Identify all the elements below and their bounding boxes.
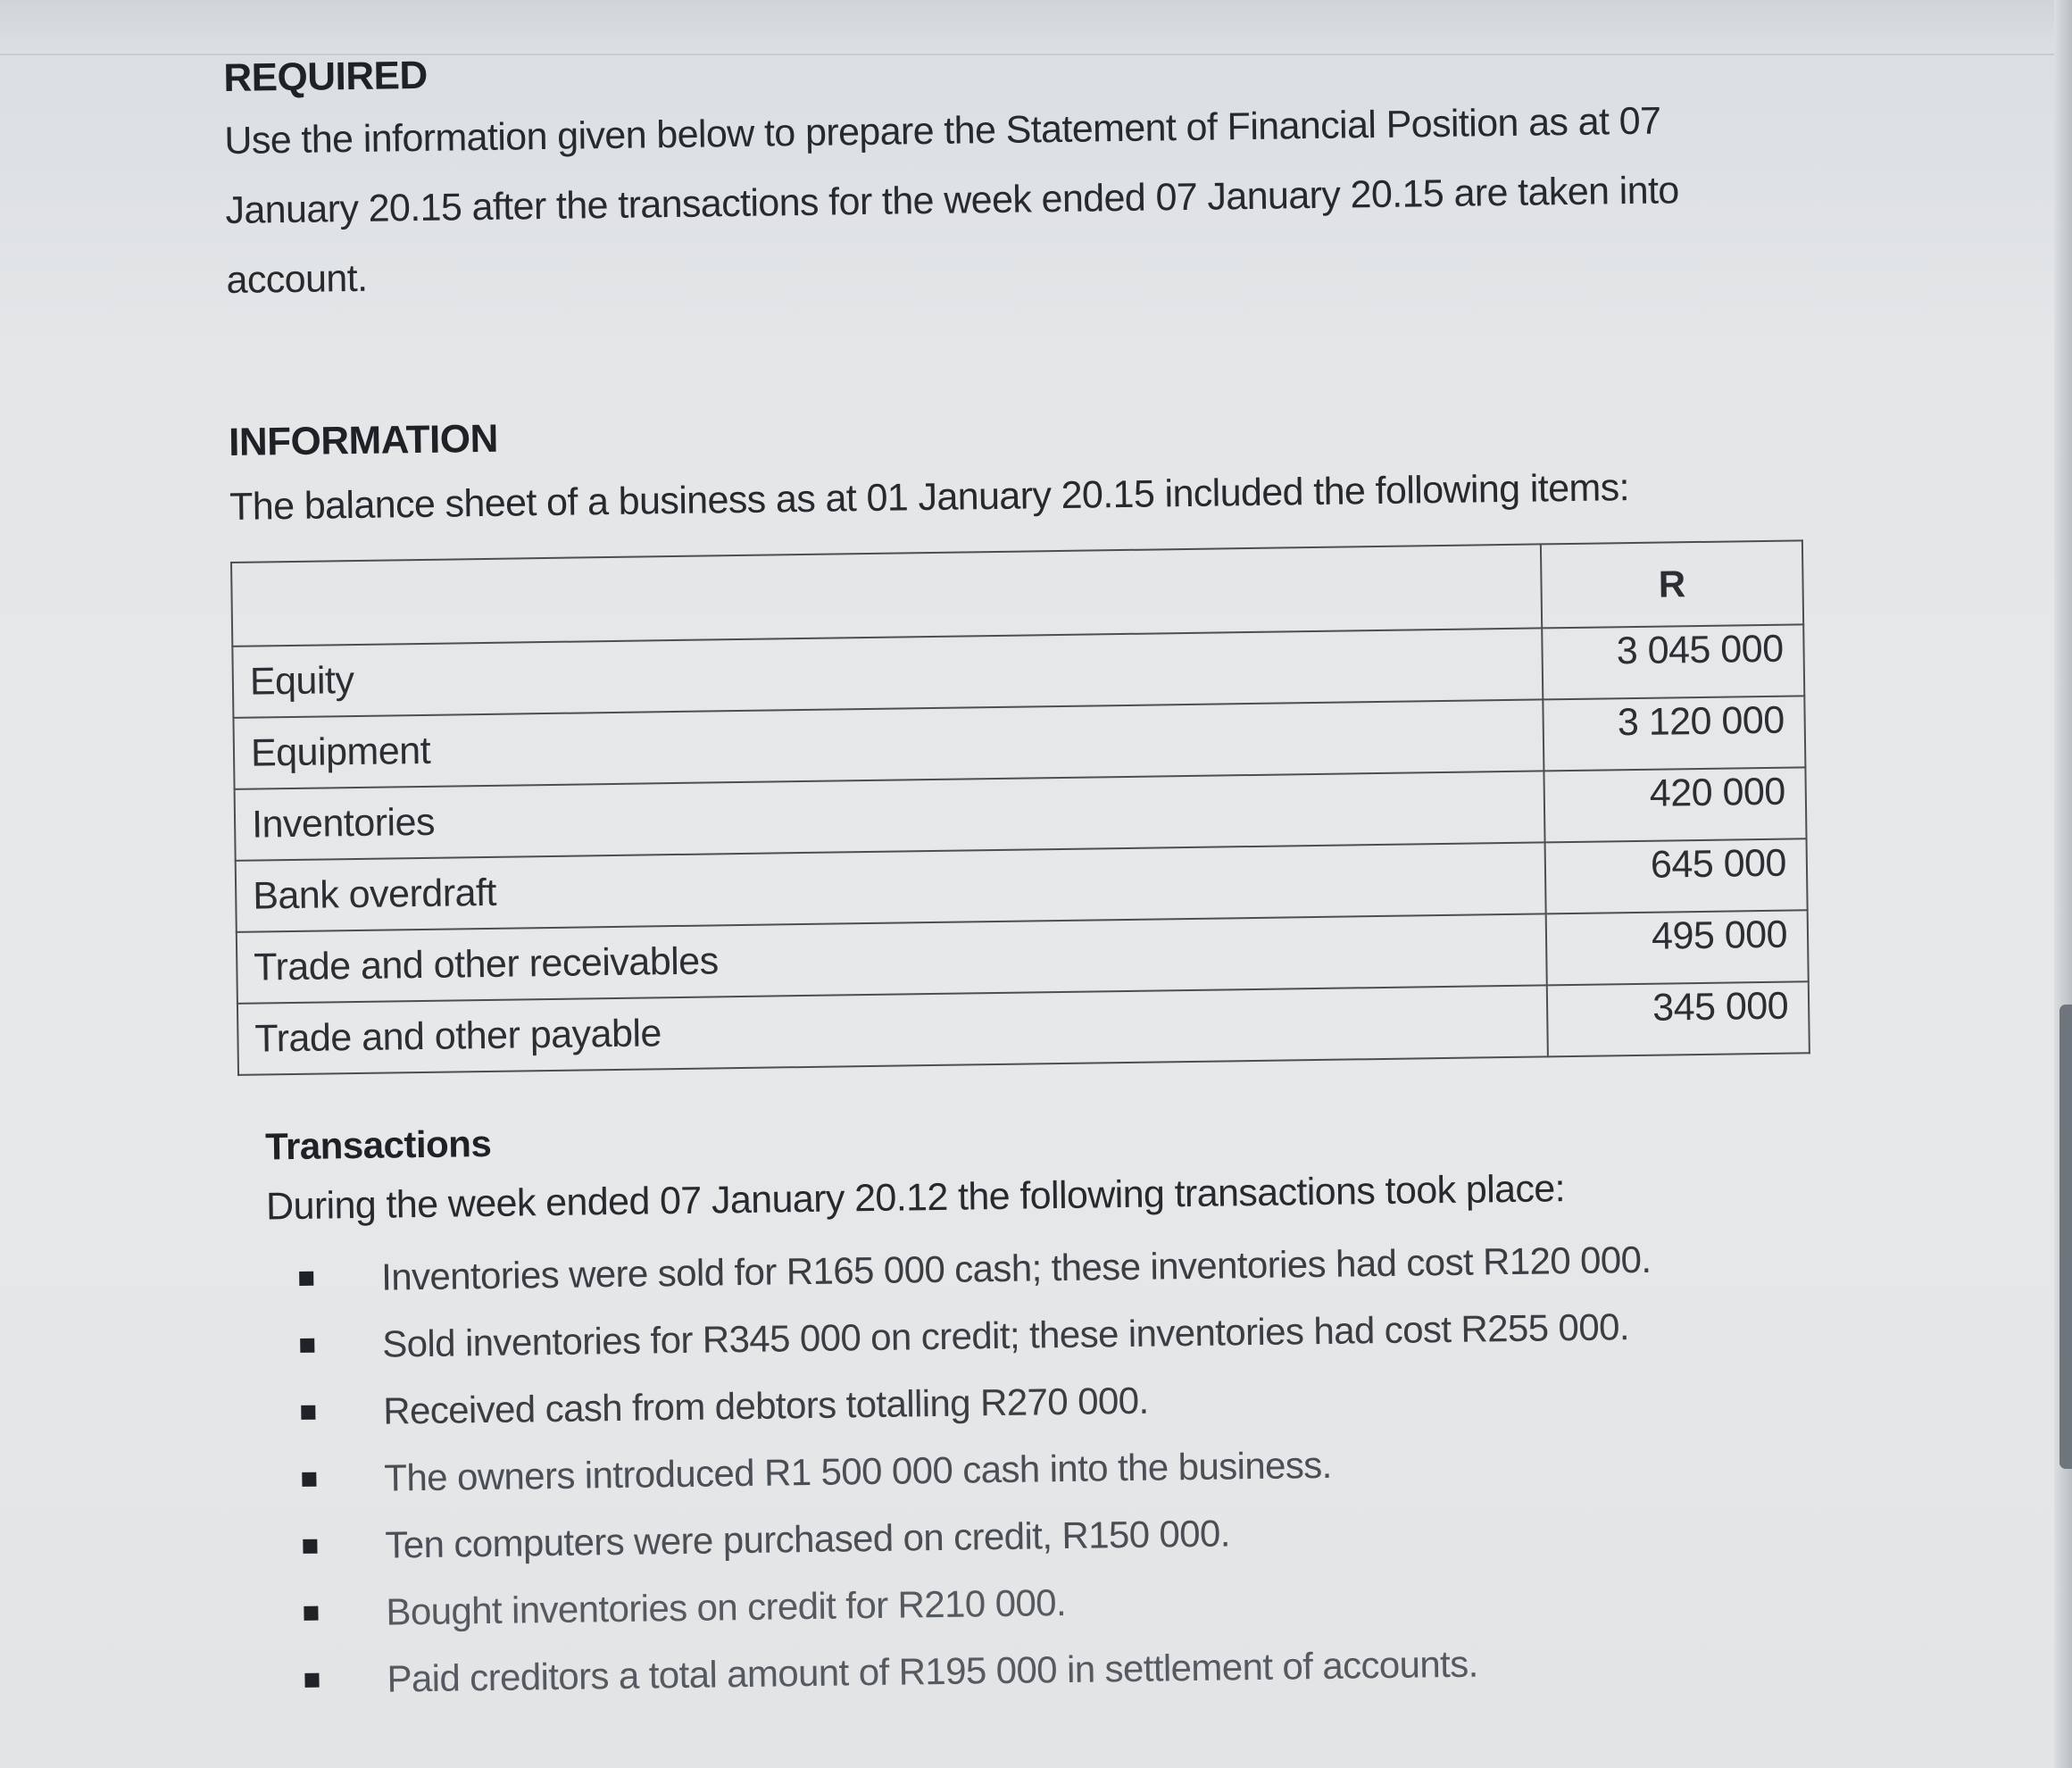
transactions-section bbox=[265, 1104, 1835, 1714]
square-bullet-icon bbox=[302, 1472, 316, 1487]
row-amount: 345 000 bbox=[1547, 981, 1810, 1056]
information-intro: The balance sheet of a business as at 01 January 20.15 included the following items: bbox=[229, 466, 1630, 529]
row-label: Trade and other payable bbox=[237, 985, 1548, 1074]
amount-column-header: R bbox=[1541, 540, 1803, 628]
transactions-list bbox=[267, 1223, 1835, 1714]
balance-sheet-table bbox=[230, 539, 1810, 1076]
row-amount: 495 000 bbox=[1546, 910, 1809, 985]
required-heading: REQUIRED bbox=[223, 53, 429, 100]
square-bullet-icon bbox=[304, 1673, 319, 1688]
row-label: Bank overdraft bbox=[236, 842, 1546, 931]
row-label: Trade and other receivables bbox=[237, 913, 1547, 1003]
transaction-text: Inventories were sold for R165 000 cash; these inventories had cost R120 000. bbox=[380, 1238, 1652, 1298]
transaction-text: Paid creditors a total amount of R195 000 in settlement of accounts. bbox=[387, 1642, 1478, 1700]
row-label: Inventories bbox=[235, 771, 1545, 860]
transaction-text: Bought inventories on credit for R210 000. bbox=[386, 1580, 1067, 1633]
scrollbar-thumb[interactable] bbox=[2060, 1005, 2072, 1469]
row-amount: 3 120 000 bbox=[1543, 696, 1805, 771]
row-amount: 420 000 bbox=[1544, 767, 1806, 842]
row-amount: 645 000 bbox=[1545, 838, 1808, 913]
square-bullet-icon bbox=[299, 1272, 313, 1286]
transaction-text: Received cash from debtors totalling R270 000. bbox=[382, 1379, 1149, 1432]
transaction-text: Sold inventories for R345 000 on credit; these inventories had cost R255 000. bbox=[381, 1305, 1630, 1365]
square-bullet-icon bbox=[304, 1606, 318, 1621]
document-page bbox=[223, 27, 1835, 1714]
row-label: Equity bbox=[232, 628, 1543, 717]
transaction-text: Ten computers were purchased on credit, R150 000. bbox=[385, 1512, 1231, 1566]
required-text: Use the information given below to prepare the Statement of Financial Position as at 07 January 20.15 after the transactions for the week ended 07 January 20.15 are taken into account. bbox=[224, 99, 1680, 302]
square-bullet-icon bbox=[300, 1339, 314, 1353]
right-edge bbox=[2054, 0, 2072, 1768]
row-amount: 3 045 000 bbox=[1542, 624, 1804, 699]
information-heading: INFORMATION bbox=[228, 416, 499, 464]
transactions-intro: During the week ended 07 January 20.12 the following transactions took place: bbox=[265, 1167, 1566, 1229]
transactions-heading: Transactions bbox=[264, 1122, 492, 1168]
transaction-text: The owners introduced R1 500 000 cash into the business. bbox=[384, 1443, 1333, 1499]
row-label: Equipment bbox=[233, 699, 1544, 788]
square-bullet-icon bbox=[303, 1539, 317, 1554]
square-bullet-icon bbox=[301, 1405, 315, 1420]
